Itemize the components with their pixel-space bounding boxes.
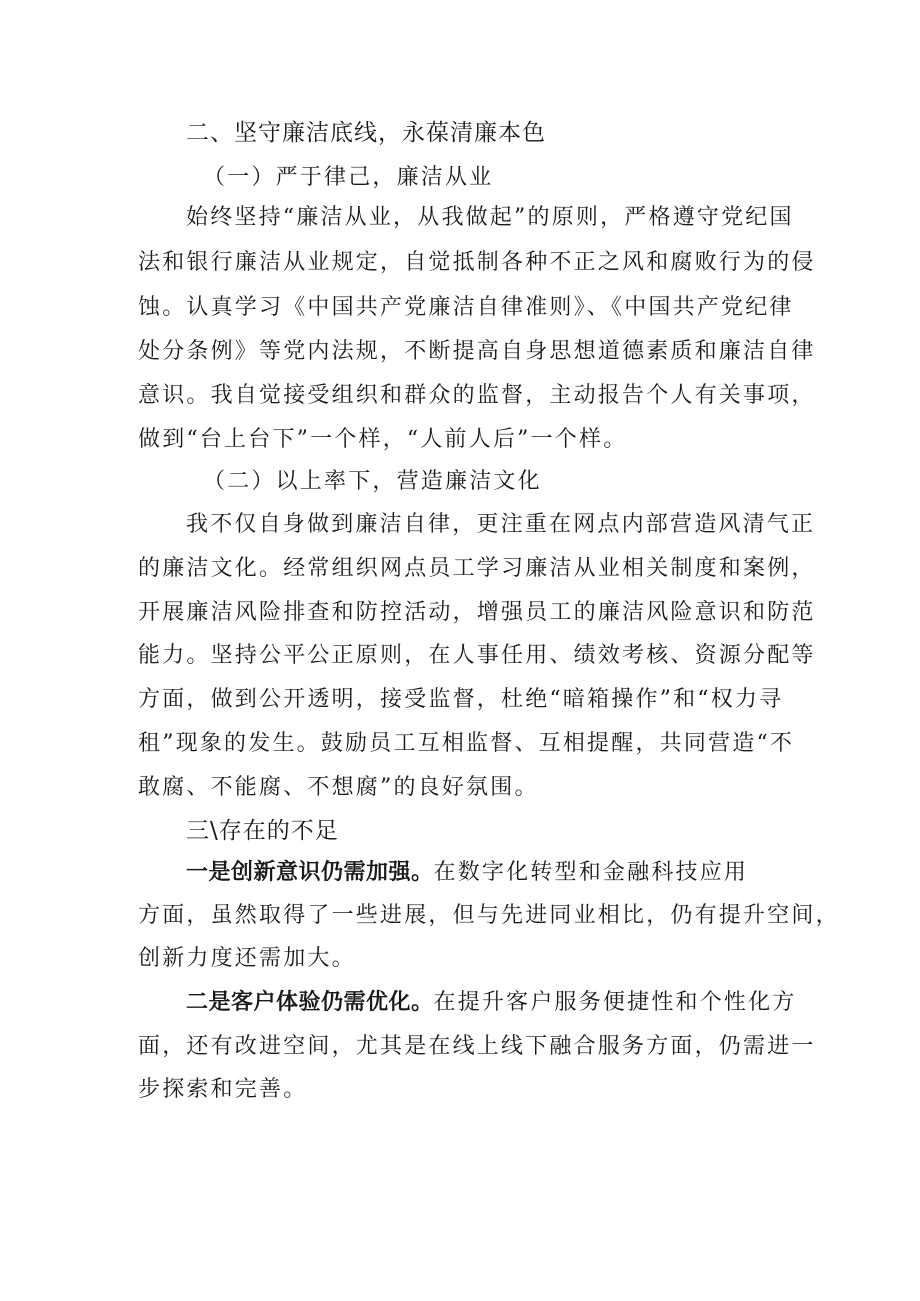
paragraph-line: 敢腐、不能腐、不想腐”的良好氛围。 <box>138 775 539 800</box>
paragraph-line: 意识。我自觉接受组织和群众的监督，主动报告个人有关事项， <box>138 383 816 408</box>
item-lead: 二是客户体验仍需优化。 <box>186 990 434 1015</box>
subsection-heading-2: （二）以上率下，营造廉洁文化 <box>203 469 542 494</box>
paragraph-line: 法和银行廉洁从业规定，自觉抵制各种不正之风和腐败行为的侵 <box>138 250 816 275</box>
paragraph-line: 方面，做到公开透明，接受监督，杜绝“暗箱操作”和“权力寻 <box>138 687 784 712</box>
paragraph-line: 开展廉洁风险排查和防控活动，增强员工的廉洁风险意识和防范 <box>138 600 816 625</box>
paragraph-line: 租”现象的发生。鼓励员工互相监督、互相提醒，共同营造“不 <box>138 731 795 756</box>
paragraph-line: 的廉洁文化。经常组织网点员工学习廉洁从业相关制度和案例， <box>138 556 816 581</box>
paragraph-line: 步探索和完善。 <box>138 1077 308 1102</box>
paragraph-line: 面，还有改进空间，尤其是在线上线下融合服务方面，仍需进一 <box>138 1034 816 1059</box>
paragraph-line: 创新力度还需加大。 <box>138 946 356 971</box>
paragraph-line: 方面，虽然取得了一些进展，但与先进同业相比，仍有提升空间， <box>138 903 840 928</box>
paragraph-line <box>186 988 797 1018</box>
section-heading-3: 三\存在的不足 <box>186 818 339 844</box>
paragraph-line <box>186 858 748 888</box>
paragraph-line: 处分条例》等党内法规，不断提高自身思想道德素质和廉洁自律 <box>138 339 816 364</box>
paragraph-line: 能力。坚持公平公正原则，在人事任用、绩效考核、资源分配等 <box>138 643 816 668</box>
item-lead: 一是创新意识仍需加强。 <box>186 860 434 885</box>
paragraph-line: 蚀。认真学习《中国共产党廉洁自律准则》、《中国共产党纪律 <box>138 295 794 320</box>
paragraph-line: 我不仅自身做到廉洁自律，更注重在网点内部营造风清气正 <box>186 512 816 537</box>
subsection-heading-1: （一）严于律己，廉洁从业 <box>203 165 494 190</box>
paragraph-line: 始终坚持“廉洁从业，从我做起”的原则，严格遵守党纪国 <box>186 205 794 230</box>
paragraph-line: 做到“台上台下”一个样，“人前人后”一个样。 <box>138 427 628 452</box>
item-text: 在提升客户服务便捷性和个性化方 <box>433 990 797 1015</box>
section-heading-2: 二、坚守廉洁底线，永葆清廉本色 <box>186 120 546 146</box>
item-text: 在数字化转型和金融科技应用 <box>433 860 749 885</box>
